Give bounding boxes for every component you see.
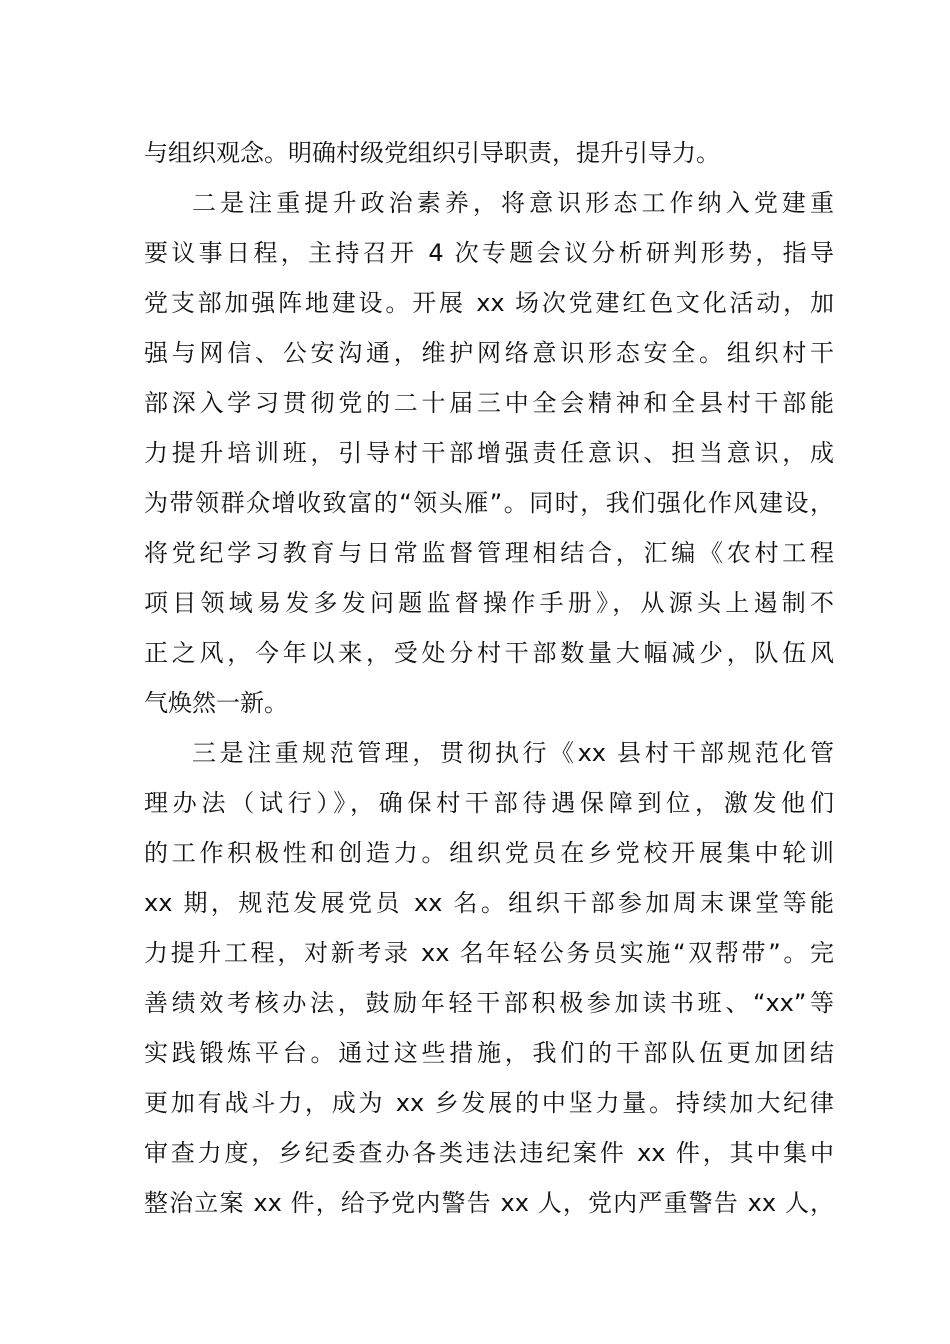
text-line: 力提升工程，对新考录 xx 名年轻公务员实施“双帮带”。完: [144, 939, 834, 967]
text-line: 二是注重提升政治素养，将意识形态工作纳入党建重: [192, 189, 834, 217]
text-line: 三是注重规范管理，贯彻执行《xx 县村干部规范化管: [192, 739, 834, 767]
text-line: 更加有战斗力，成为 xx 乡发展的中坚力量。持续加大纪律: [144, 1089, 834, 1117]
text-line: 气焕然一新。: [144, 689, 288, 717]
text-line: 要议事日程，主持召开 4 次专题会议分析研判形势，指导: [144, 239, 834, 267]
text-line: 实践锻炼平台。通过这些措施，我们的干部队伍更加团结: [144, 1039, 834, 1067]
text-line: 善绩效考核办法，鼓励年轻干部积极参加读书班、“xx”等: [144, 989, 834, 1017]
text-line: 审查力度，乡纪委查办各类违法违纪案件 xx 件，其中集中: [144, 1139, 834, 1167]
text-line: 力提升培训班，引导村干部增强责任意识、担当意识，成: [144, 439, 834, 467]
text-line: xx 期，规范发展党员 xx 名。组织干部参加周末课堂等能: [144, 889, 834, 917]
text-line: 正之风，今年以来，受处分村干部数量大幅减少，队伍风: [144, 639, 834, 667]
text-line: 项目领域易发多发问题监督操作手册》，从源头上遏制不: [144, 589, 834, 617]
text-line: 为带领群众增收致富的“领头雁”。同时，我们强化作风建设，: [144, 489, 834, 517]
text-line: 将党纪学习教育与日常监督管理相结合，汇编《农村工程: [144, 539, 834, 567]
text-line: 与组织观念。明确村级党组织引导职责，提升引导力。: [144, 139, 720, 167]
text-line: 强与网信、公安沟通，维护网络意识形态安全。组织村干: [144, 339, 834, 367]
text-line: 的工作积极性和创造力。组织党员在乡党校开展集中轮训: [144, 839, 834, 867]
text-line: 部深入学习贯彻党的二十届三中全会精神和全县村干部能: [144, 389, 834, 417]
text-line: 理办法（试行）》，确保村干部待遇保障到位，激发他们: [144, 789, 834, 817]
document-body: [144, 128, 834, 1228]
text-line: 党支部加强阵地建设。开展 xx 场次党建红色文化活动，加: [144, 289, 834, 317]
text-line: 整治立案 xx 件，给予党内警告 xx 人，党内严重警告 xx 人，: [144, 1189, 834, 1217]
